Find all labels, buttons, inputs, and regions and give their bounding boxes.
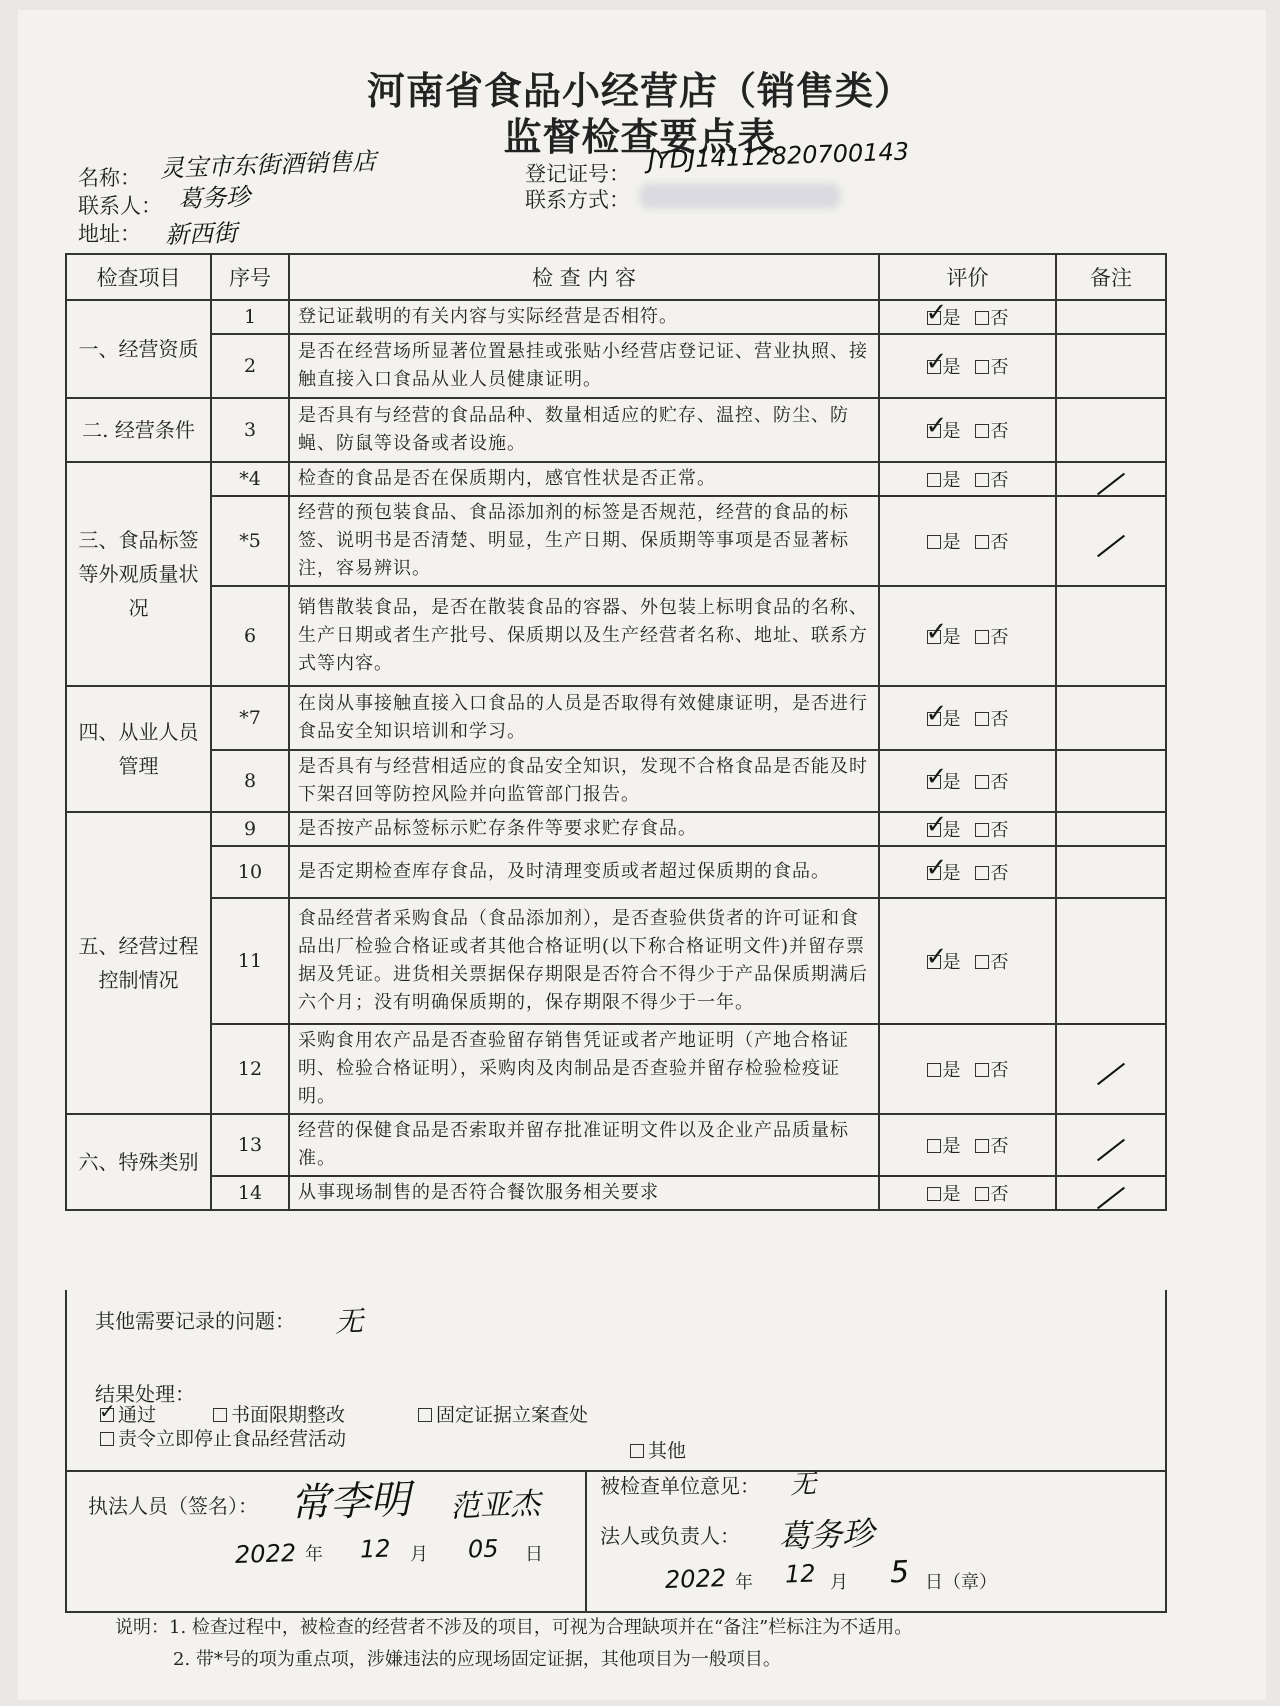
table-row bbox=[66, 496, 1166, 586]
checkbox-no[interactable] bbox=[975, 1187, 989, 1201]
checkbox-yes[interactable] bbox=[925, 853, 948, 883]
checkbox-yes[interactable] bbox=[925, 942, 948, 972]
evaluation-cell bbox=[879, 898, 1056, 1024]
note-cell bbox=[1056, 1024, 1166, 1114]
check-mark-icon: ✓ bbox=[925, 942, 948, 972]
checkbox-no[interactable] bbox=[975, 424, 989, 438]
row-number: 3 bbox=[211, 398, 289, 462]
row-number: 6 bbox=[211, 586, 289, 686]
yes-label: 是 bbox=[942, 1184, 961, 1205]
row-number: 2 bbox=[211, 334, 289, 398]
inspector-label: 执法人员（签名）： bbox=[88, 1494, 258, 1518]
option-evidence-label: 固定证据立案查处 bbox=[436, 1404, 589, 1426]
header-content: 检 查 内 容 bbox=[289, 254, 879, 300]
checkbox-yes[interactable] bbox=[925, 762, 948, 792]
no-label: 否 bbox=[990, 952, 1009, 973]
other-issues-label: 其他需要记录的问题： bbox=[95, 1309, 295, 1333]
yes-label: 是 bbox=[942, 421, 961, 442]
note-cell bbox=[1056, 334, 1166, 398]
instruction-line-2: 2. 带*号的项为重点项，涉嫌违法的应现场固定证据，其他项目为一般项目。 bbox=[173, 1649, 781, 1670]
row-content: 是否按产品标签标示贮存条件等要求贮存食品。 bbox=[289, 812, 879, 846]
checkbox-no[interactable] bbox=[975, 360, 989, 374]
header-item: 检查项目 bbox=[66, 254, 211, 300]
checkbox-no[interactable] bbox=[975, 535, 989, 549]
table-row bbox=[66, 1176, 1166, 1210]
contact-value: 葛务珍 bbox=[177, 182, 251, 214]
table-row bbox=[66, 1114, 1166, 1176]
row-number: 12 bbox=[211, 1024, 289, 1114]
table-row bbox=[66, 846, 1166, 898]
header-eval: 评价 bbox=[879, 254, 1056, 300]
legal-rep-label: 法人或负责人： bbox=[600, 1524, 740, 1548]
address-value: 新西街 bbox=[164, 218, 238, 250]
note-cell bbox=[1056, 300, 1166, 334]
sign-month-unit: 月 bbox=[830, 1572, 848, 1593]
category-cell: 六、特殊类别 bbox=[66, 1114, 211, 1210]
legal-rep-signature: 葛务珍 bbox=[777, 1514, 875, 1556]
note-cell bbox=[1056, 1114, 1166, 1176]
checkbox-yes[interactable] bbox=[925, 810, 948, 840]
reg-label: 登记证号： bbox=[525, 162, 630, 186]
row-number: 14 bbox=[211, 1176, 289, 1210]
phone-label: 联系方式： bbox=[525, 188, 630, 212]
evaluation-cell bbox=[879, 686, 1056, 750]
table-row bbox=[66, 462, 1166, 496]
note-cell bbox=[1056, 686, 1166, 750]
yes-label: 是 bbox=[942, 952, 961, 973]
yes-label: 是 bbox=[942, 627, 961, 648]
inspection-month-unit: 月 bbox=[410, 1544, 428, 1565]
table-row bbox=[66, 812, 1166, 846]
option-other-label: 其他 bbox=[648, 1440, 687, 1462]
no-label: 否 bbox=[990, 308, 1009, 329]
opinion-label: 被检查单位意见： bbox=[600, 1474, 760, 1498]
no-label: 否 bbox=[990, 1060, 1009, 1081]
sign-year-unit: 年 bbox=[735, 1572, 753, 1593]
yes-label: 是 bbox=[942, 772, 961, 793]
table-row bbox=[66, 750, 1166, 812]
note-cell bbox=[1056, 462, 1166, 496]
category-cell: 一、经营资质 bbox=[66, 300, 211, 398]
option-stop[interactable] bbox=[100, 1424, 346, 1451]
bottom-section-border bbox=[65, 1290, 1167, 1613]
check-mark-icon: ✓ bbox=[925, 347, 948, 377]
sign-day-seal: 日（章） bbox=[925, 1572, 997, 1593]
category-cell: 四、从业人员管理 bbox=[66, 686, 211, 812]
evaluation-cell bbox=[879, 1176, 1056, 1210]
contact-label: 联系人： bbox=[78, 194, 162, 218]
name-value: 灵宝市东街酒销售店 bbox=[159, 147, 377, 183]
row-number: *4 bbox=[211, 462, 289, 496]
evaluation-cell bbox=[879, 462, 1056, 496]
row-content: 登记证载明的有关内容与实际经营是否相符。 bbox=[289, 300, 879, 334]
checkbox-no[interactable] bbox=[975, 473, 989, 487]
evaluation-cell bbox=[879, 750, 1056, 812]
evaluation-cell bbox=[879, 496, 1056, 586]
row-content: 在岗从事接触直接入口食品的人员是否取得有效健康证明，是否进行食品安全知识培训和学习。 bbox=[289, 686, 879, 750]
row-number: 13 bbox=[211, 1114, 289, 1176]
row-content: 是否具有与经营的食品品种、数量相适应的贮存、温控、防尘、防蝇、防鼠等设备或者设施。 bbox=[289, 398, 879, 462]
check-mark-icon: ✓ bbox=[925, 853, 948, 883]
note-cell bbox=[1056, 586, 1166, 686]
row-content: 经营的预包装食品、食品添加剂的标签是否规范，经营的食品的标签、说明书是否清楚、明显，生产日期、保质期等事项是否显著标注，容易辨识。 bbox=[289, 496, 879, 586]
option-rectify-label: 书面限期整改 bbox=[231, 1404, 346, 1426]
option-rectify[interactable] bbox=[213, 1400, 345, 1427]
checkbox-other[interactable] bbox=[630, 1444, 644, 1458]
inspection-day-unit: 日 bbox=[525, 1544, 543, 1565]
row-content: 食品经营者采购食品（食品添加剂），是否查验供货者的许可证和食品出厂检验合格证或者其他合格证明(以下称合格证明文件)并留存票据及凭证。进货相关票据保存期限是否符合不得少于产品保质期满后六个月；没有明确保质期的，保存期限不得少于一年。 bbox=[289, 898, 879, 1024]
checkbox-yes[interactable] bbox=[927, 1187, 941, 1201]
phone-redacted bbox=[640, 184, 840, 208]
note-cell bbox=[1056, 846, 1166, 898]
row-content: 销售散装食品，是否在散装食品的容器、外包装上标明食品的名称、生产日期或者生产批号、保质期以及生产经营者名称、地址、联系方式等内容。 bbox=[289, 586, 879, 686]
option-evidence[interactable] bbox=[418, 1400, 588, 1427]
opinion-value: 无 bbox=[789, 1469, 817, 1501]
no-label: 否 bbox=[990, 772, 1009, 793]
inspection-year-unit: 年 bbox=[305, 1544, 323, 1565]
yes-label: 是 bbox=[942, 357, 961, 378]
sign-day: 5 bbox=[889, 1554, 910, 1591]
inspection-month: 12 bbox=[359, 1534, 392, 1564]
check-mark-icon: ✓ bbox=[925, 762, 948, 792]
check-mark-icon: ✓ bbox=[925, 810, 948, 840]
checkbox-no[interactable] bbox=[975, 866, 989, 880]
check-mark-icon: ✓ bbox=[925, 617, 948, 647]
not-applicable-slash-icon bbox=[1097, 1138, 1125, 1161]
name-label: 名称： bbox=[78, 166, 141, 190]
checkbox-pass[interactable]: ✓ bbox=[99, 1399, 116, 1423]
sign-year: 2022 bbox=[664, 1563, 727, 1595]
yes-label: 是 bbox=[942, 709, 961, 730]
table-row bbox=[66, 1024, 1166, 1114]
evaluation-cell bbox=[879, 586, 1056, 686]
option-pass[interactable] bbox=[100, 1400, 156, 1427]
checkbox-no[interactable] bbox=[975, 955, 989, 969]
row-content: 采购食用农产品是否查验留存销售凭证或者产地证明（产地合格证明、检验合格证明），采购肉及肉制品是否查验并留存检验检疫证明。 bbox=[289, 1024, 879, 1114]
row-number: 9 bbox=[211, 812, 289, 846]
row-content: 是否定期检查库存食品，及时清理变质或者超过保质期的食品。 bbox=[289, 846, 879, 898]
evaluation-cell bbox=[879, 812, 1056, 846]
check-mark-icon: ✓ bbox=[925, 298, 948, 328]
option-other[interactable] bbox=[630, 1436, 686, 1463]
row-content: 检查的食品是否在保质期内，感官性状是否正常。 bbox=[289, 462, 879, 496]
inspection-year: 2022 bbox=[234, 1538, 297, 1570]
not-applicable-slash-icon bbox=[1097, 534, 1125, 557]
no-label: 否 bbox=[990, 709, 1009, 730]
no-label: 否 bbox=[990, 470, 1009, 491]
checkbox-no[interactable] bbox=[975, 1139, 989, 1153]
form-title-line2: 监督检查要点表 bbox=[503, 114, 777, 159]
result-label: 结果处理： bbox=[95, 1382, 195, 1406]
instructions bbox=[115, 1612, 912, 1676]
no-label: 否 bbox=[990, 421, 1009, 442]
header-num: 序号 bbox=[211, 254, 289, 300]
row-number: *5 bbox=[211, 496, 289, 586]
category-cell: 二. 经营条件 bbox=[66, 398, 211, 462]
evaluation-cell bbox=[879, 300, 1056, 334]
evaluation-cell bbox=[879, 398, 1056, 462]
category-cell: 五、经营过程控制情况 bbox=[66, 812, 211, 1114]
checkbox-yes[interactable] bbox=[927, 473, 941, 487]
no-label: 否 bbox=[990, 1184, 1009, 1205]
table-row bbox=[66, 898, 1166, 1024]
checkbox-yes[interactable] bbox=[925, 298, 948, 328]
row-number: 10 bbox=[211, 846, 289, 898]
inspector-signature-2: 范亚杰 bbox=[449, 1486, 541, 1525]
checkbox-no[interactable] bbox=[975, 712, 989, 726]
table-row bbox=[66, 398, 1166, 462]
signature-divider bbox=[585, 1470, 587, 1611]
form-title-line1: 河南省食品小经营店（销售类） bbox=[366, 68, 913, 113]
row-content: 经营的保健食品是否索取并留存批准证明文件以及企业产品质量标准。 bbox=[289, 1114, 879, 1176]
note-cell bbox=[1056, 812, 1166, 846]
inspection-day: 05 bbox=[467, 1534, 500, 1564]
checkbox-yes[interactable] bbox=[925, 699, 948, 729]
check-mark-icon: ✓ bbox=[925, 411, 948, 441]
checkbox-no[interactable] bbox=[975, 1063, 989, 1077]
checkbox-no[interactable] bbox=[975, 775, 989, 789]
checkbox-yes[interactable] bbox=[925, 411, 948, 441]
yes-label: 是 bbox=[942, 1060, 961, 1081]
evaluation-cell bbox=[879, 1024, 1056, 1114]
row-content: 从事现场制售的是否符合餐饮服务相关要求 bbox=[289, 1176, 879, 1210]
row-content: 是否在经营场所显著位置悬挂或张贴小经营店登记证、营业执照、接触直接入口食品从业人员健康证明。 bbox=[289, 334, 879, 398]
no-label: 否 bbox=[990, 357, 1009, 378]
note-cell bbox=[1056, 496, 1166, 586]
option-pass-label: 通过 bbox=[118, 1404, 157, 1426]
no-label: 否 bbox=[990, 627, 1009, 648]
checkbox-yes[interactable] bbox=[925, 347, 948, 377]
no-label: 否 bbox=[990, 532, 1009, 553]
checkbox-yes[interactable] bbox=[927, 535, 941, 549]
note-cell bbox=[1056, 398, 1166, 462]
address-label: 地址： bbox=[78, 222, 141, 246]
reg-value: JYDJ14112820700143 bbox=[647, 137, 910, 175]
category-cell: 三、食品标签等外观质量状况 bbox=[66, 462, 211, 686]
yes-label: 是 bbox=[942, 308, 961, 329]
inspection-table bbox=[65, 253, 1167, 1211]
row-number: *7 bbox=[211, 686, 289, 750]
yes-label: 是 bbox=[942, 470, 961, 491]
sign-month: 12 bbox=[784, 1559, 817, 1589]
note-cell bbox=[1056, 750, 1166, 812]
no-label: 否 bbox=[990, 820, 1009, 841]
not-applicable-slash-icon bbox=[1097, 1186, 1125, 1209]
yes-label: 是 bbox=[942, 1136, 961, 1157]
table-row bbox=[66, 300, 1166, 334]
yes-label: 是 bbox=[942, 532, 961, 553]
evaluation-cell bbox=[879, 1114, 1056, 1176]
no-label: 否 bbox=[990, 863, 1009, 884]
table-row bbox=[66, 586, 1166, 686]
checkbox-no[interactable] bbox=[975, 311, 989, 325]
checkbox-evidence[interactable] bbox=[418, 1408, 432, 1422]
row-number: 1 bbox=[211, 300, 289, 334]
no-label: 否 bbox=[990, 1136, 1009, 1157]
checkbox-no[interactable] bbox=[975, 823, 989, 837]
checkbox-no[interactable] bbox=[975, 630, 989, 644]
inspector-signature-1: 常李明 bbox=[289, 1476, 411, 1528]
evaluation-cell bbox=[879, 846, 1056, 898]
checkbox-yes[interactable] bbox=[925, 617, 948, 647]
header-note: 备注 bbox=[1056, 254, 1166, 300]
other-issues-value: 无 bbox=[334, 1304, 364, 1339]
option-stop-label: 责令立即停止食品经营活动 bbox=[118, 1428, 347, 1450]
note-cell bbox=[1056, 898, 1166, 1024]
evaluation-cell bbox=[879, 334, 1056, 398]
table-row bbox=[66, 334, 1166, 398]
yes-label: 是 bbox=[942, 820, 961, 841]
checkbox-yes[interactable] bbox=[927, 1063, 941, 1077]
table-row bbox=[66, 686, 1166, 750]
row-number: 11 bbox=[211, 898, 289, 1024]
checkbox-rectify[interactable] bbox=[213, 1408, 227, 1422]
checkbox-yes[interactable] bbox=[927, 1139, 941, 1153]
checkbox-stop[interactable] bbox=[100, 1432, 114, 1446]
instruction-line-1: 说明：1. 检查过程中，被检查的经营者不涉及的项目，可视为合理缺项并在“备注”栏标注为不适用。 bbox=[115, 1617, 913, 1638]
row-content: 是否具有与经营相适应的食品安全知识，发现不合格食品是否能及时下架召回等防控风险并向监管部门报告。 bbox=[289, 750, 879, 812]
not-applicable-slash-icon bbox=[1097, 1062, 1125, 1085]
note-cell bbox=[1056, 1176, 1166, 1210]
check-mark-icon: ✓ bbox=[925, 699, 948, 729]
row-number: 8 bbox=[211, 750, 289, 812]
yes-label: 是 bbox=[942, 863, 961, 884]
not-applicable-slash-icon bbox=[1097, 472, 1125, 495]
